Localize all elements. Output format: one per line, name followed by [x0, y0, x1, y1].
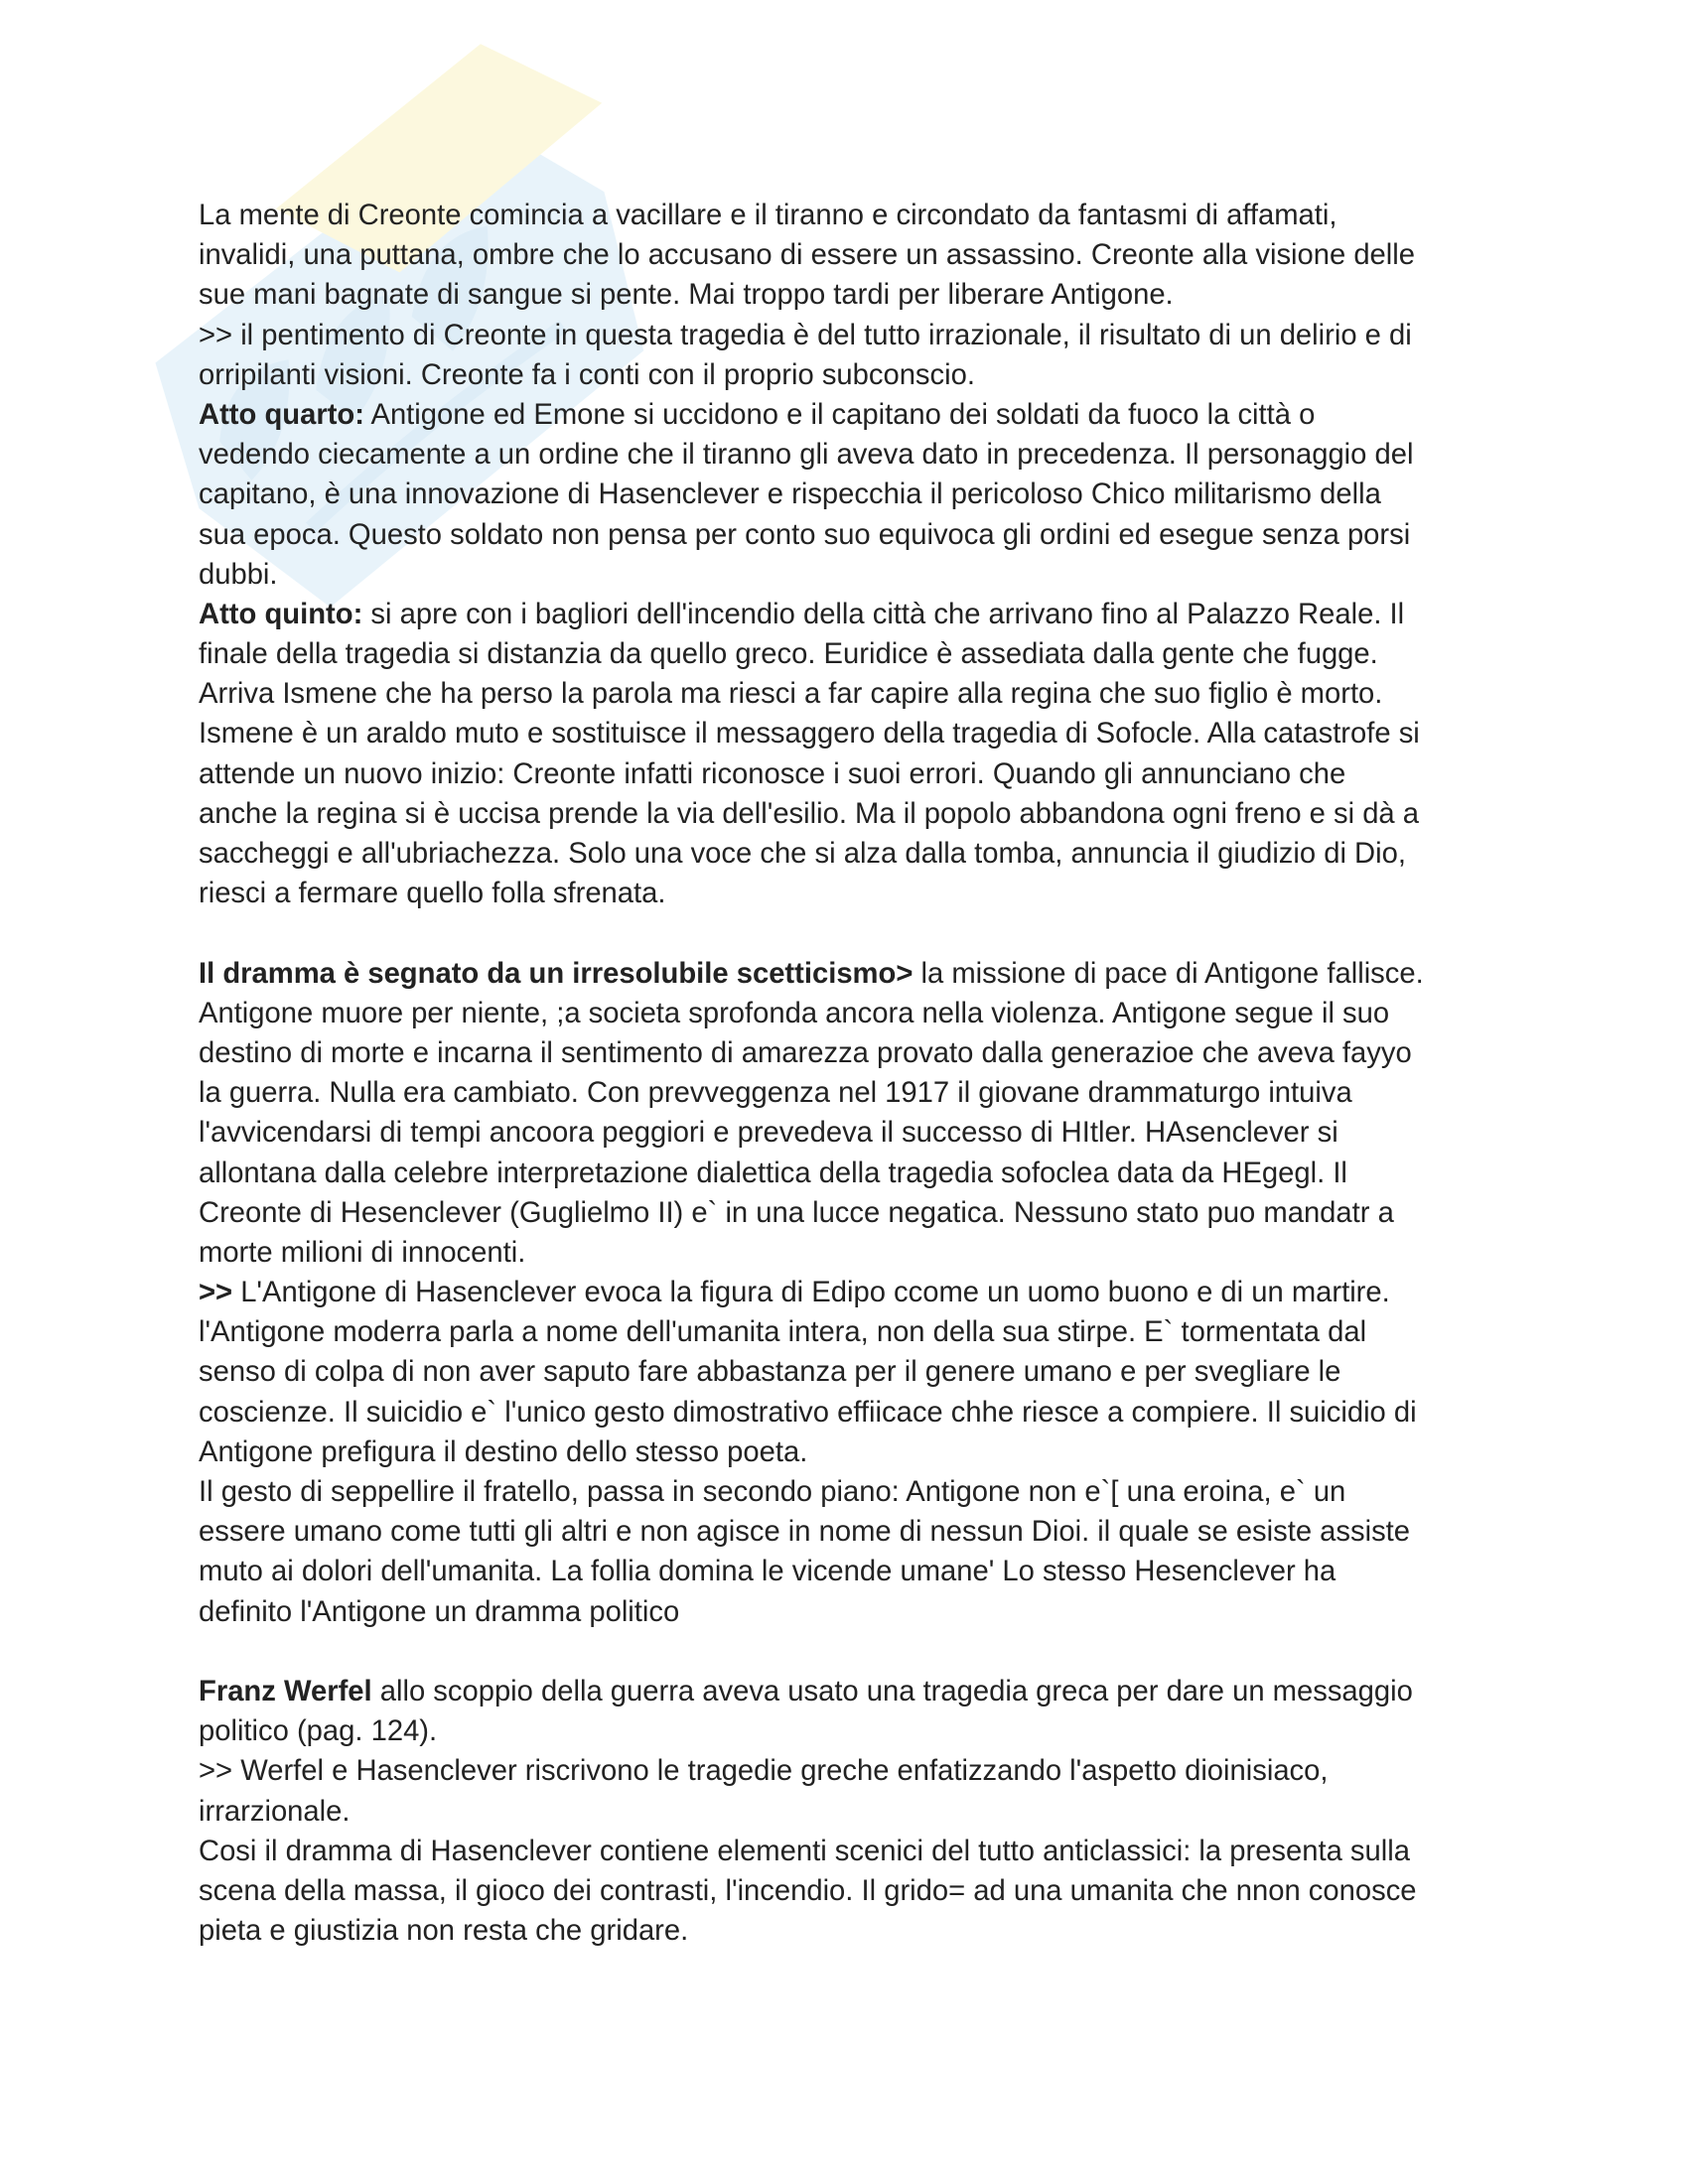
line-text: attende un nuovo inizio: Creonte infatti riconosce i suoi errori. Quando gli annunciano che — [199, 757, 1346, 790]
text-line — [199, 1592, 1509, 1632]
text-line — [199, 1552, 1509, 1591]
text-line — [199, 595, 1509, 634]
line-text: irrarzionale. — [199, 1795, 351, 1828]
text-line — [199, 994, 1509, 1033]
line-text: morte milioni di innocenti. — [199, 1236, 526, 1269]
line-text: dubbi. — [199, 558, 278, 591]
text-line — [199, 714, 1509, 753]
line-text: saccheggi e all'ubriachezza. Solo una voce che si alza dalla tomba, annuncia il giudizio di Dio, — [199, 838, 1406, 870]
line-text: la guerra. Nulla era cambiato. Con prevveggenza nel 1917 il giovane drammaturgo intuiva — [199, 1077, 1352, 1110]
line-text: Creonte di Hesenclever (Guglielmo II) e` in una lucce negatica. Nessuno stato puo mandatr a — [199, 1196, 1394, 1229]
text-line — [199, 1832, 1509, 1871]
text-line — [199, 1273, 1509, 1312]
line-text: riesci a fermare quello folla sfrenata. — [199, 878, 666, 910]
blank-line — [199, 913, 1509, 953]
text-line — [199, 235, 1509, 275]
text-line — [199, 1792, 1509, 1832]
line-text: coscienze. Il suicidio e` l'unico gesto dimostrativo effiicace chhe riesce a compiere. Il suicidio di — [199, 1396, 1417, 1429]
line-text: >> il pentimento di Creonte in questa tragedia è del tutto irrazionale, il risultato di un delirio e di — [199, 319, 1412, 351]
bold-heading: Il dramma è segnato da un irresolubile scetticismo> — [199, 957, 914, 990]
text-line — [199, 634, 1509, 674]
text-line — [199, 834, 1509, 874]
text-line — [199, 275, 1509, 315]
line-text: allo scoppio della guerra aveva usato una tragedia greca per dare un messaggio — [371, 1675, 1413, 1707]
text-line — [199, 794, 1509, 834]
line-text: allontana dalla celebre interpretazione dialettica della tragedia sofoclea data da HEgegl. Il — [199, 1157, 1347, 1189]
bold-heading: Franz Werfel — [199, 1675, 372, 1707]
text-line — [199, 355, 1509, 395]
line-text: l'avvicendarsi di tempi ancoora peggiori e prevedeva il successo di HItler. HAsenclever si — [199, 1117, 1338, 1150]
line-text: pieta e giustizia non resta che gridare. — [199, 1915, 689, 1948]
line-text: scena della massa, il gioco dei contrasti, l'incendio. Il grido= ad una umanita che nnon conosce — [199, 1874, 1417, 1907]
text-line — [199, 1073, 1509, 1113]
text-line — [199, 1113, 1509, 1153]
line-text: Antigone prefigura il destino dello stesso poeta. — [199, 1435, 808, 1468]
line-text: Cosi il dramma di Hasenclever contiene elementi scenici del tutto anticlassici: la presenta sulla — [199, 1835, 1410, 1867]
line-text: l'Antigone moderra parla a nome dell'umanita intera, non della sua stirpe. E` tormentata dal — [199, 1316, 1367, 1349]
line-text: Il gesto di seppellire il fratello, passa in secondo piano: Antigone non e`[ una eroina, e` un — [199, 1476, 1346, 1508]
line-text: politico (pag. 124). — [199, 1715, 438, 1748]
text-line — [199, 1472, 1509, 1512]
line-text: L'Antigone di Hasenclever evoca la figura di Edipo ccome un uomo buono e di un martire. — [232, 1277, 1390, 1309]
text-line — [199, 1193, 1509, 1233]
text-line — [199, 1233, 1509, 1273]
text-line — [199, 1871, 1509, 1911]
text-line — [199, 1352, 1509, 1392]
line-text: orripilanti visioni. Creonte fa i conti con il proprio subconscio. — [199, 358, 975, 391]
text-line — [199, 1033, 1509, 1073]
line-text: definito l'Antigone un dramma politico — [199, 1595, 680, 1628]
text-line — [199, 555, 1509, 595]
text-line — [199, 954, 1509, 994]
line-text: invalidi, una puttana, ombre che lo accusano di essere un assassino. Creonte alla visione delle — [199, 239, 1415, 272]
text-line — [199, 196, 1509, 235]
text-line — [199, 874, 1509, 913]
text-line — [199, 316, 1509, 355]
line-text: Arriva Ismene che ha perso la parola ma riesci a far capire alla regina che suo figlio è morto. — [199, 678, 1383, 711]
text-line — [199, 1312, 1509, 1352]
line-text: sua epoca. Questo soldato non pensa per conto suo equivoca gli ordini ed esegue senza porsi — [199, 518, 1411, 551]
line-text: senso di colpa di non aver saputo fare abbastanza per il genere umano e per svegliare le — [199, 1356, 1341, 1389]
text-line — [199, 1154, 1509, 1193]
bold-heading: >> — [199, 1277, 233, 1309]
text-line — [199, 1711, 1509, 1751]
text-line — [199, 515, 1509, 555]
line-text: destino di morte e incarna il sentimento di amarezza provato dalla generazioe che aveva fayyo — [199, 1036, 1412, 1069]
text-line — [199, 435, 1509, 475]
line-text: la missione di pace di Antigone fallisce. — [913, 957, 1424, 990]
text-line — [199, 674, 1509, 714]
bold-heading: Atto quarto: — [199, 398, 364, 431]
line-text: >> Werfel e Hasenclever riscrivono le tragedie greche enfatizzando l'aspetto dioinisiaco, — [199, 1755, 1329, 1788]
text-line — [199, 1393, 1509, 1433]
line-text: Antigone muore per niente, ;a societa sprofonda ancora nella violenza. Antigone segue il suo — [199, 997, 1390, 1029]
line-text: essere umano come tutti gli altri e non agisce in nome di nessun Dioi. il quale se esiste assiste — [199, 1516, 1411, 1549]
line-text: muto ai dolori dell'umanita. La follia domina le vicende umane' Lo stesso Hesenclever ha — [199, 1556, 1336, 1588]
line-text: capitano, è una innovazione di Hasenclever e rispecchia il pericoloso Chico militarismo della — [199, 478, 1381, 511]
line-text: Antigone ed Emone si uccidono e il capitano dei soldati da fuoco la città o — [363, 398, 1316, 431]
text-line — [199, 1911, 1509, 1951]
text-line — [199, 1672, 1509, 1711]
line-text: sue mani bagnate di sangue si pente. Mai troppo tardi per liberare Antigone. — [199, 279, 1174, 312]
document-body — [199, 196, 1509, 1951]
line-text: anche la regina si è uccisa prende la via dell'esilio. Ma il popolo abbandona ogni freno e si dà a — [199, 797, 1420, 830]
line-text: Ismene è un araldo muto e sostituisce il messaggero della tragedia di Sofocle. Alla catastrofe si — [199, 718, 1420, 751]
text-line — [199, 1433, 1509, 1472]
text-line — [199, 1751, 1509, 1791]
line-text: si apre con i bagliori dell'incendio della città che arrivano fino al Palazzo Reale. Il — [362, 598, 1405, 630]
text-line — [199, 1512, 1509, 1552]
blank-line — [199, 1632, 1509, 1672]
text-line — [199, 475, 1509, 514]
text-line — [199, 395, 1509, 435]
line-text: finale della tragedia si distanzia da quello greco. Euridice è assediata dalla gente che fugge. — [199, 638, 1378, 671]
text-line — [199, 754, 1509, 794]
line-text: La mente di Creonte comincia a vacillare e il tiranno e circondato da fantasmi di affamati, — [199, 200, 1337, 231]
bold-heading: Atto quinto: — [199, 598, 363, 630]
line-text: vedendo ciecamente a un ordine che il tiranno gli aveva dato in precedenza. Il personaggio del — [199, 439, 1414, 472]
